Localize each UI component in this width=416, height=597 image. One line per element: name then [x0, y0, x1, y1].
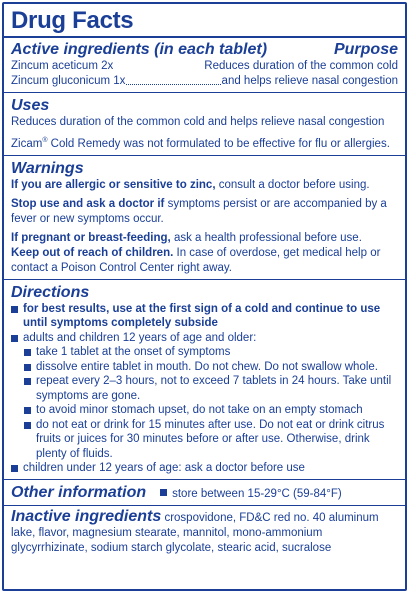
- directions-heading: Directions: [11, 283, 90, 301]
- direction-step: dissolve entire tablet in mouth. Do not chew. Do not swallow whole.: [36, 360, 378, 373]
- inactive-ingredients-heading: Inactive ingredients: [11, 507, 162, 525]
- square-bullet-icon: [11, 465, 18, 472]
- stop-use-warning: [11, 197, 398, 227]
- list-item: [11, 302, 398, 331]
- keep-out-warning: [11, 246, 398, 276]
- list-item: [24, 403, 398, 418]
- square-bullet-icon: [24, 422, 31, 429]
- square-bullet-icon: [24, 364, 31, 371]
- adults-sublist: [11, 345, 398, 461]
- dot-leader: [126, 74, 220, 85]
- brand-name: Zicam: [11, 137, 43, 150]
- square-bullet-icon: [11, 306, 18, 313]
- divider: [4, 36, 405, 38]
- inactive-ingredients: [11, 509, 398, 556]
- direction-step: to avoid minor stomach upset, do not take on an empty stomach: [36, 404, 363, 417]
- square-bullet-icon: [11, 335, 18, 342]
- divider: [4, 279, 405, 280]
- ingredient-purpose: and helps relieve nasal congestion: [221, 75, 398, 87]
- list-item: [24, 360, 398, 375]
- list-item: [11, 331, 398, 346]
- stop-use-bold: Stop use and ask a doctor if: [11, 197, 165, 210]
- directions-children: children under 12 years of age: ask a doctor before use: [23, 462, 305, 475]
- allergy-warning: [11, 178, 398, 193]
- list-item: [24, 345, 398, 360]
- pregnancy-warning: [11, 231, 398, 246]
- direction-step: do not eat or drink for 15 minutes after use. Do not eat or drink citrus fruits or juices for 30 minutes before or after use. Otherwise, drink plenty of fluids.: [36, 418, 385, 460]
- direction-step: take 1 tablet at the onset of symptoms: [36, 346, 231, 359]
- ingredient-purpose: Reduces duration of the common cold: [204, 60, 398, 72]
- keep-out-bold: Keep out of reach of children.: [11, 246, 174, 259]
- active-ingredients-heading: Active ingredients (in each tablet): [11, 41, 268, 58]
- other-information-heading: Other information: [11, 483, 147, 501]
- square-bullet-icon: [24, 407, 31, 414]
- directions-adults: adults and children 12 years of age and older:: [23, 331, 257, 344]
- uses-text: Reduces duration of the common cold and helps relieve nasal congestion: [11, 116, 385, 128]
- divider: [4, 505, 405, 506]
- keep-out-text: In case of overdose, get medical help or contact a Poison Control Center right away.: [11, 246, 381, 274]
- warnings-heading: Warnings: [11, 159, 84, 177]
- uses-note: [11, 133, 398, 152]
- registered-mark: ®: [42, 137, 48, 144]
- drug-facts-panel: [2, 2, 407, 591]
- ingredient-name: Zincum gluconicum 1x: [11, 75, 126, 87]
- divider: [4, 479, 405, 480]
- square-bullet-icon: [24, 349, 31, 356]
- divider: [4, 92, 405, 93]
- purpose-heading: Purpose: [333, 41, 398, 58]
- allergy-warning-bold: If you are allergic or sensitive to zinc,: [11, 178, 216, 191]
- list-item: [11, 461, 398, 476]
- inactive-ingredients-text: crospovidone, FD&C red no. 40 aluminum lake, flavor, magnesium stearate, mannitol, mono-ammonium glycyrrhizinate, sodium starch glycolate, stearic acid, sucralose: [11, 511, 379, 554]
- pregnancy-bold: If pregnant or breast-feeding,: [11, 231, 171, 244]
- storage-info: store between 15-29°C (59-84°F): [172, 487, 342, 500]
- list-item: [24, 374, 398, 403]
- pregnancy-text: ask a health professional before use.: [170, 231, 362, 244]
- square-bullet-icon: [24, 378, 31, 385]
- stop-use-text: symptoms persist or are accompanied by a fever or new symptoms occur.: [11, 197, 387, 225]
- divider: [4, 155, 405, 156]
- square-bullet-icon: [160, 489, 167, 496]
- uses-heading: Uses: [11, 97, 50, 114]
- direction-step: repeat every 2–3 hours, not to exceed 7 tablets in 24 hours. Take until symptoms are gone.: [36, 375, 392, 402]
- directions-main: for best results, use at the first sign of a cold and continue to use until symptoms completely subside: [23, 302, 381, 330]
- ingredient-name: Zincum aceticum 2x: [11, 60, 114, 72]
- ingredient-row: [11, 59, 398, 74]
- other-information: [11, 483, 398, 502]
- list-item: [24, 418, 398, 462]
- ingredient-row: [11, 74, 398, 89]
- uses-note-text: Cold Remedy was not formulated to be effective for flu or allergies.: [47, 137, 390, 150]
- active-ingredients-header: [11, 40, 398, 59]
- allergy-warning-text: consult a doctor before using.: [215, 178, 370, 191]
- page-title: Drug Facts: [11, 7, 134, 34]
